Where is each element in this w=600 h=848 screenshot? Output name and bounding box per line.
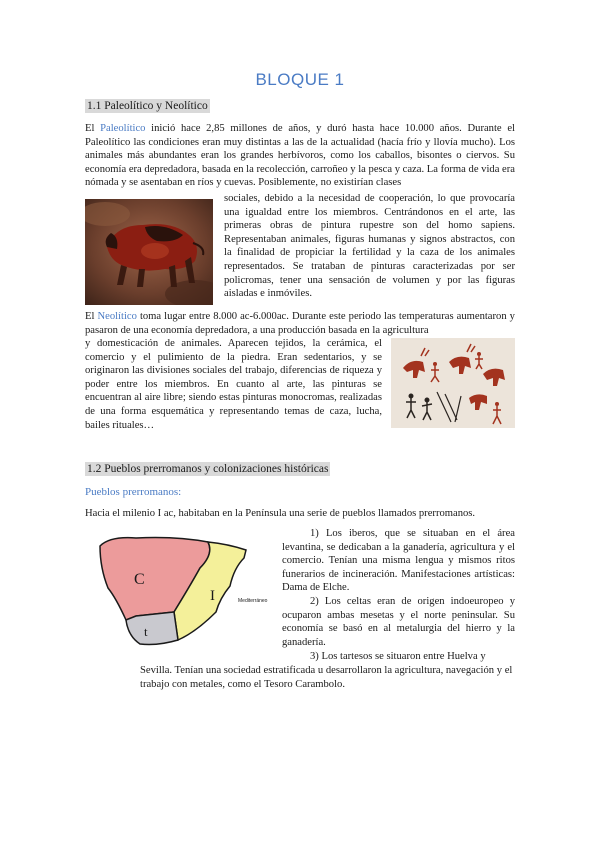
bison-cave-painting-image [85, 199, 213, 305]
paragraph-pueblos-intro: Hacia el milenio I ac, habitaban en la Península una serie de pueblos llamados prerromanos. [85, 508, 476, 519]
text-fragment: inició hace 2,85 millones de años, y duró hasta hace 10.000 años. Durante el Paleolítico las condiciones eran muy distintas a las de la actualidad (hacía frío y llovía mucho). Los animales más abundantes eran los grandes herbívoros, como los caballos, bisontes o ciervos. Su economía era depredadora, basada en la recolección, carroñeo y la pesca y caza. La forma de vida era nómada y se asentaban en ríos y cuevas. Posiblemente, no existirían clases [85, 123, 515, 189]
iberian-peninsula-map [96, 528, 276, 650]
map-label-mediterraneo: Mediterráneo [238, 598, 268, 604]
list-item-celtas: 2) Los celtas eran de origen indoeuropeo y ocuparon ambas mesetas y el norte peninsular. Su economía se basó en al metalurgia del hierro y la ganadería. [282, 596, 515, 648]
text-fragment: El [85, 123, 101, 134]
map-label-tartesos: t [144, 624, 148, 639]
paragraph-paleolitico-intro [85, 122, 515, 190]
paragraph-neolitico-intro [85, 310, 515, 337]
list-item-iberos: 1) Los iberos, que se situaban en el área levantina, se dedicaban a la ganadería, agricultura y el comercio. Tenían una misma lengua y mismos ritos funerarios de incineración. Manifestaciones artísticas: Dama de Elche. [282, 528, 515, 594]
section-heading-paleolitico: 1.1 Paleolítico y Neolítico [87, 100, 208, 112]
list-item-tartesos-rest: Sevilla. Tenían una sociedad estratificada u desarrollaron la agricultura, navegación y el trabajo con metales, como el Tesoro Carambolo. [140, 665, 513, 690]
map-label-iberos: I [210, 588, 215, 604]
subheading-pueblos-prerromanos: Pueblos prerromanos: [85, 486, 182, 498]
neolithic-hunting-scene-image [391, 338, 515, 428]
term-neolitico: Neolítico [97, 311, 137, 322]
term-paleolitico: Paleolítico [100, 123, 146, 134]
paragraph-paleolitico-art: sociales, debido a la necesidad de cooperación, lo que provocaría una igualdad entre los miembros. Centrándonos en el arte, las primeras obras de pintura rupestre son del homo sapiens. Representaban animales, figuras humanas y signos abstractos, con la finalidad de propiciar la fertilidad y la caza de los animales representados. Se trataban de pinturas caracterizadas por ser policromas, tener una sensación de volumen y por las figuras aisladas e inmóviles. [224, 193, 515, 300]
text-fragment: toma lugar entre 8.000 ac-6.000ac. Durante este periodo las temperaturas aumentaron y pasaron de una economía depredadora, a una producción basada en la agricultura [85, 311, 515, 336]
section-heading-pueblos: 1.2 Pueblos prerromanos y colonizaciones históricas [87, 463, 329, 475]
page-title: BLOQUE 1 [255, 70, 345, 89]
paragraph-neolitico-art: y domesticación de animales. Aparecen tejidos, la cerámica, el comercio y el pulimiento de la piedra. Eran sedentarios, y se originaron las divisiones sociales del trabajo, diferencias de riqueza y poder entre los miembros. En cuanto al arte, las pinturas se encuentran al aire libre; siendo estas pinturas monocromas, realizadas de una forma esquemática y representando temas de caza, lucha, bailes rituales… [85, 338, 382, 431]
text-fragment: El [85, 311, 98, 322]
list-item-tartesos-first-line: 3) Los tartesos se situaron entre Huelva y [310, 651, 486, 662]
map-label-celtas: C [134, 571, 145, 588]
